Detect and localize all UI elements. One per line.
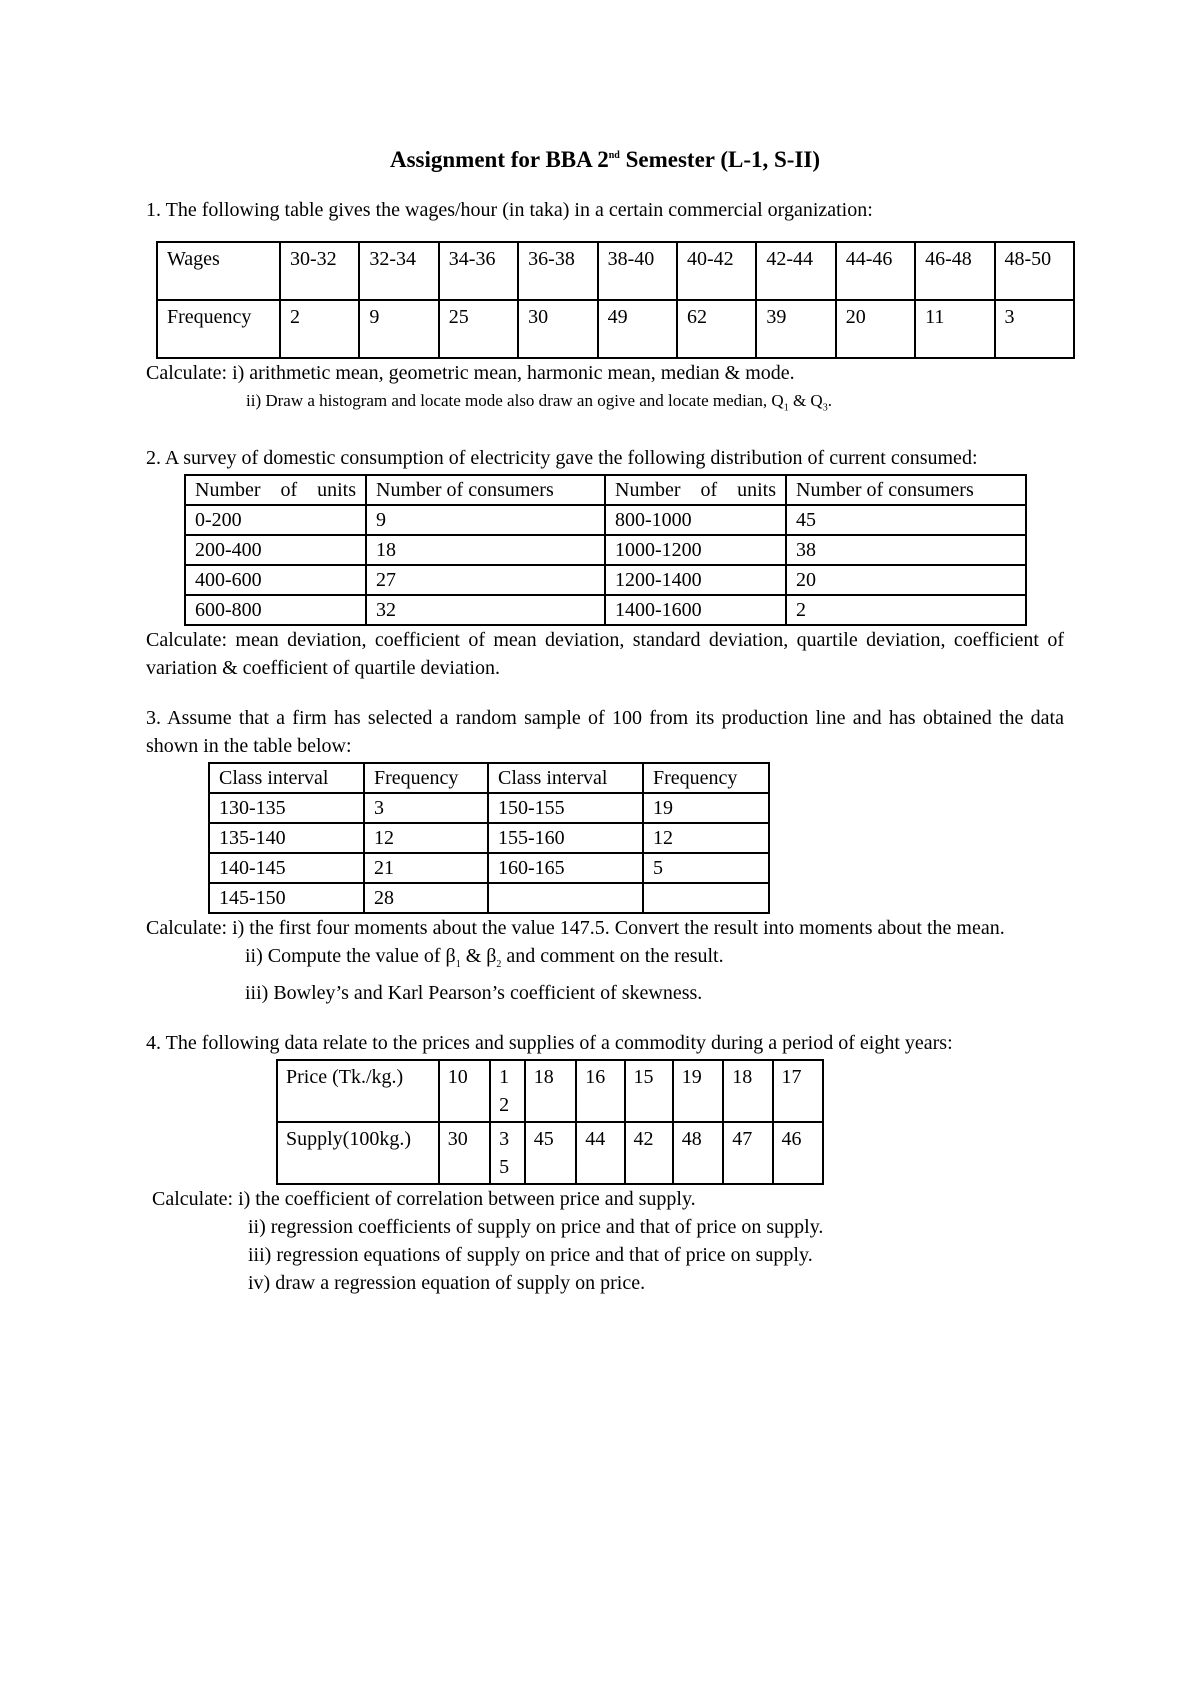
q1-calc-2-text: ii) Draw a histogram and locate mode also draw an ogive and locate median, Q <box>246 391 784 410</box>
wages-cell: 38-40 <box>598 242 677 300</box>
table-row <box>209 823 769 853</box>
table-cell: 135-140 <box>209 823 364 853</box>
table-cell: 1400-1600 <box>605 595 786 625</box>
q3-intro: 3. Assume that a firm has selected a random sample of 100 from its production line and has obtained the data shown in the table below: <box>146 707 1064 758</box>
table-row <box>185 505 1026 535</box>
price-supply-table <box>276 1059 824 1185</box>
frequency-cell: 20 <box>836 300 915 358</box>
price-cell: 18 <box>723 1060 772 1122</box>
table-cell <box>643 883 769 913</box>
price-cell: 12 <box>490 1060 525 1122</box>
row-label: Price (Tk./kg.) <box>277 1060 439 1122</box>
q1-calc-2 <box>146 387 1064 422</box>
header-cell: Frequency <box>643 763 769 793</box>
frequency-cell: 3 <box>995 300 1074 358</box>
row-label: Wages <box>157 242 280 300</box>
header-cell: Number of units <box>185 475 366 505</box>
table-cell: 3 <box>364 793 488 823</box>
table-header-row <box>209 763 769 793</box>
table-cell: 32 <box>366 595 605 625</box>
q2-intro: 2. A survey of domestic consumption of electricity gave the following distribution of current consumed: <box>146 447 978 470</box>
table-cell: 1000-1200 <box>605 535 786 565</box>
wages-cell: 32-34 <box>359 242 438 300</box>
frequency-cell: 11 <box>915 300 994 358</box>
header-cell: Number of consumers <box>366 475 605 505</box>
wages-cell: 30-32 <box>280 242 359 300</box>
q2-calc: Calculate: mean deviation, coefficient of mean deviation, standard deviation, quartile deviation, coefficient of variation & coefficient of quartile deviation. <box>146 629 1064 680</box>
frequency-cell: 2 <box>280 300 359 358</box>
table-cell: 38 <box>786 535 1026 565</box>
q3-calc-1: Calculate: i) the first four moments about the value 147.5. Convert the result into moments about the mean. <box>146 917 1005 940</box>
q4-intro: 4. The following data relate to the prices and supplies of a commodity during a period of eight years: <box>146 1032 953 1055</box>
table-row <box>185 535 1026 565</box>
table-cell <box>488 883 643 913</box>
q3-calc-3: iii) Bowley’s and Karl Pearson’s coefficient of skewness. <box>245 982 703 1005</box>
q1-calc-1: Calculate: i) arithmetic mean, geometric mean, harmonic mean, median & mode. <box>146 362 795 384</box>
row-label: Supply(100kg.) <box>277 1122 439 1184</box>
q1-intro: 1. The following table gives the wages/hour (in taka) in a certain commercial organization: <box>146 199 873 221</box>
price-cell: 19 <box>673 1060 723 1122</box>
table-row <box>209 853 769 883</box>
q1-calc-2-end: . <box>827 391 832 410</box>
header-cell: Number of consumers <box>786 475 1026 505</box>
wages-cell: 48-50 <box>995 242 1074 300</box>
wages-cell: 42-44 <box>756 242 835 300</box>
q3-calc-2-a: ii) Compute the value of β <box>245 945 456 968</box>
table-cell: 2 <box>786 595 1026 625</box>
table-row <box>157 300 1074 358</box>
table-cell: 160-165 <box>488 853 643 883</box>
wages-cell: 36-38 <box>518 242 597 300</box>
header-cell: Frequency <box>364 763 488 793</box>
q3-sub-1: 1 <box>455 959 461 971</box>
document-content <box>146 140 1064 1297</box>
frequency-cell: 62 <box>677 300 756 358</box>
supply-cell: 30 <box>439 1122 490 1184</box>
table-row <box>209 883 769 913</box>
table-row <box>185 595 1026 625</box>
q3-calc-2-c: and comment on the result. <box>501 945 724 968</box>
frequency-cell: 9 <box>359 300 438 358</box>
table-cell: 28 <box>364 883 488 913</box>
header-cell: Class interval <box>209 763 364 793</box>
table-cell: 0-200 <box>185 505 366 535</box>
table-cell: 140-145 <box>209 853 364 883</box>
title-superscript: nd <box>608 150 620 161</box>
table-cell: 20 <box>786 565 1026 595</box>
table-cell: 200-400 <box>185 535 366 565</box>
wages-table <box>156 241 1075 359</box>
table-row <box>209 793 769 823</box>
price-cell: 15 <box>625 1060 673 1122</box>
table-cell: 27 <box>366 565 605 595</box>
table-cell: 45 <box>786 505 1026 535</box>
table-cell: 5 <box>643 853 769 883</box>
price-cell: 16 <box>576 1060 624 1122</box>
table-row <box>185 565 1026 595</box>
supply-cell: 35 <box>490 1122 525 1184</box>
q4-calc-1: Calculate: i) the coefficient of correlation between price and supply. <box>152 1188 696 1211</box>
wages-cell: 46-48 <box>915 242 994 300</box>
table-cell: 1200-1400 <box>605 565 786 595</box>
price-cell: 17 <box>773 1060 823 1122</box>
table-cell: 12 <box>643 823 769 853</box>
table-cell: 150-155 <box>488 793 643 823</box>
row-label: Frequency <box>157 300 280 358</box>
table-row <box>157 242 1074 300</box>
q1-calc-2-mid: & Q <box>788 391 823 410</box>
supply-cell: 48 <box>673 1122 723 1184</box>
frequency-cell: 30 <box>518 300 597 358</box>
supply-cell: 42 <box>625 1122 673 1184</box>
table-cell: 155-160 <box>488 823 643 853</box>
table-cell: 400-600 <box>185 565 366 595</box>
table-cell: 19 <box>643 793 769 823</box>
sample-table <box>208 762 770 914</box>
table-cell: 600-800 <box>185 595 366 625</box>
q3-sub-2: 2 <box>496 959 502 971</box>
wages-cell: 44-46 <box>836 242 915 300</box>
table-cell: 21 <box>364 853 488 883</box>
frequency-cell: 39 <box>756 300 835 358</box>
supply-cell: 47 <box>723 1122 772 1184</box>
header-cell: Class interval <box>488 763 643 793</box>
price-cell: 10 <box>439 1060 490 1122</box>
wages-cell: 40-42 <box>677 242 756 300</box>
title-tail: Semester (L-1, S-II) <box>619 147 821 172</box>
header-cell: Number of units <box>605 475 786 505</box>
price-cell: 18 <box>525 1060 576 1122</box>
q3-calc-2-b: & β <box>460 945 497 968</box>
supply-cell: 45 <box>525 1122 576 1184</box>
q3-calc-2 <box>146 942 1064 979</box>
frequency-cell: 49 <box>598 300 677 358</box>
table-cell: 9 <box>366 505 605 535</box>
q4-calc-2: ii) regression coefficients of supply on price and that of price on supply. <box>248 1216 824 1239</box>
q4-calc-3: iii) regression equations of supply on price and that of price on supply. <box>248 1244 813 1267</box>
title-main: Assignment for BBA 2 <box>389 147 609 172</box>
q1-sub-3: 3 <box>822 402 828 414</box>
table-cell: 800-1000 <box>605 505 786 535</box>
page-title <box>146 140 1064 176</box>
electricity-table <box>184 474 1027 626</box>
supply-cell: 44 <box>576 1122 624 1184</box>
q4-calc-4: iv) draw a regression equation of supply on price. <box>248 1272 646 1295</box>
frequency-cell: 25 <box>439 300 518 358</box>
q1-sub-1: 1 <box>783 402 789 414</box>
table-row <box>277 1122 823 1184</box>
table-cell: 12 <box>364 823 488 853</box>
table-cell: 130-135 <box>209 793 364 823</box>
table-row <box>277 1060 823 1122</box>
wages-cell: 34-36 <box>439 242 518 300</box>
table-header-row <box>185 475 1026 505</box>
table-cell: 18 <box>366 535 605 565</box>
table-cell: 145-150 <box>209 883 364 913</box>
supply-cell: 46 <box>773 1122 823 1184</box>
